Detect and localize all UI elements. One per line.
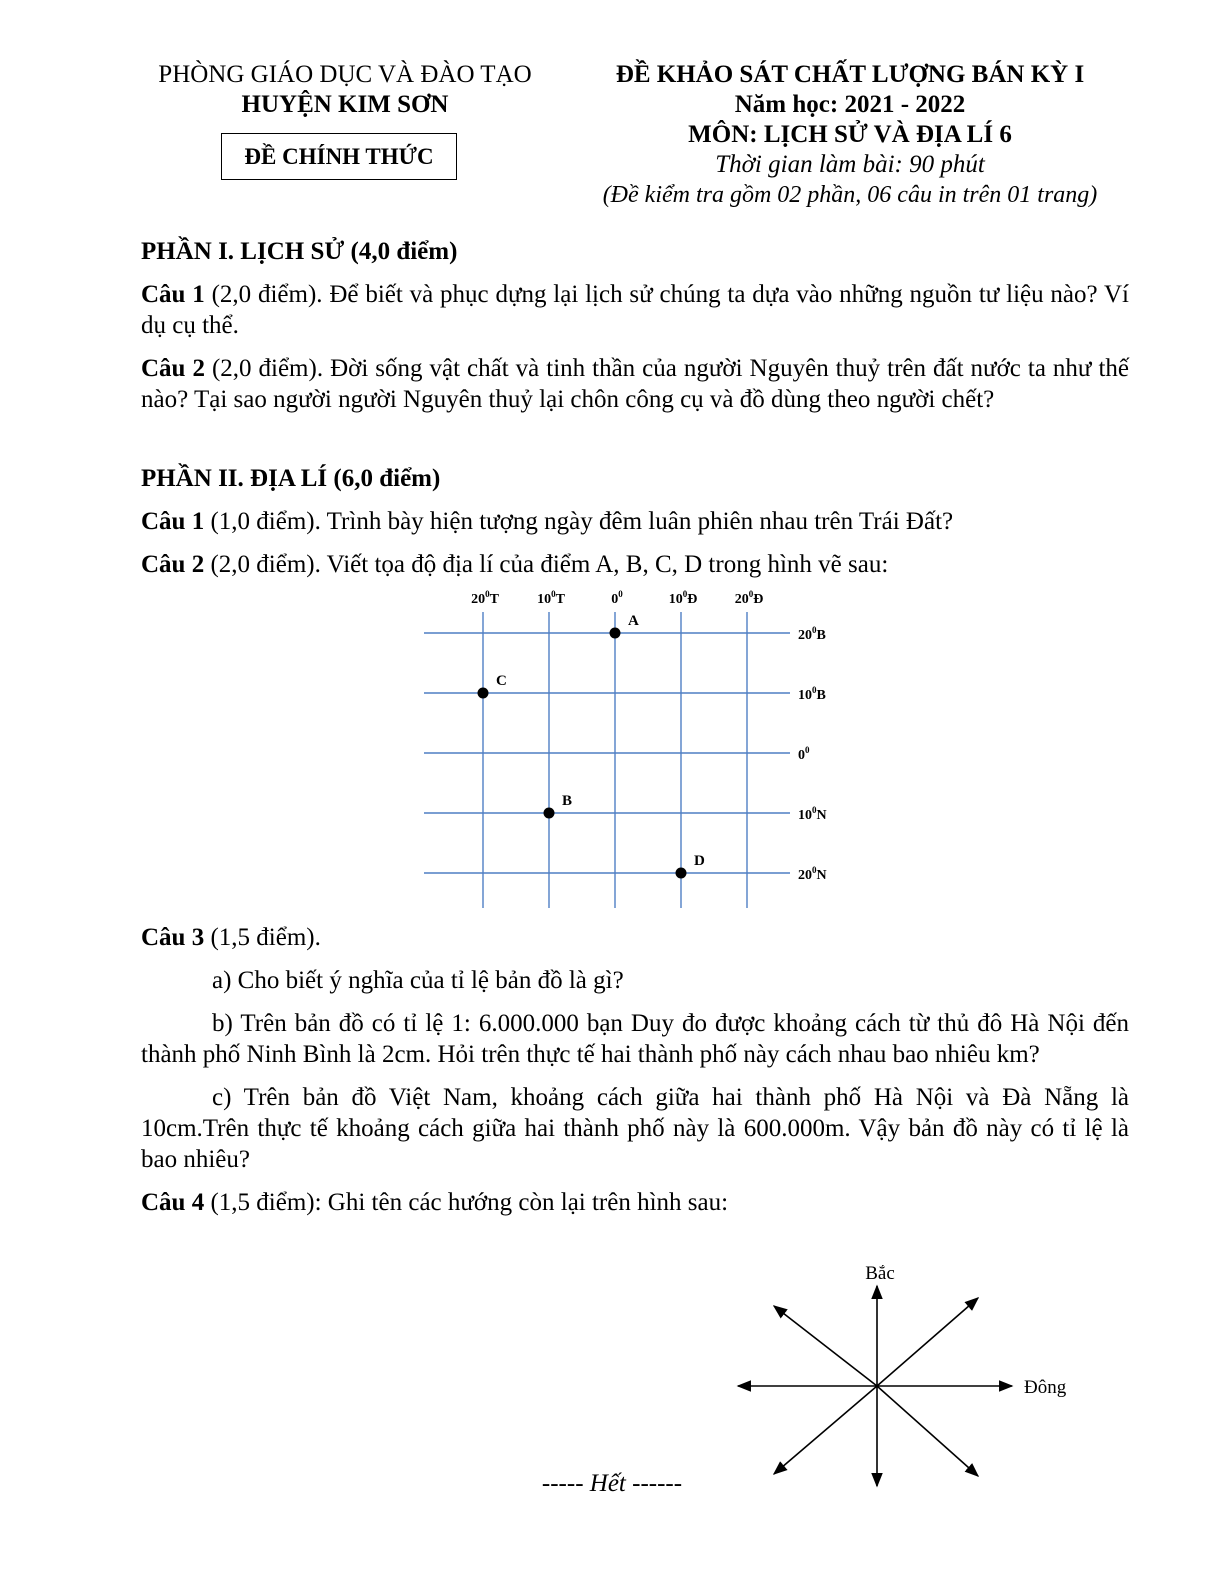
latitude-label: $10^0N$ bbox=[798, 805, 827, 823]
latitude-label: $0^0$ bbox=[798, 745, 810, 763]
longitude-label: $20^0T$ bbox=[471, 589, 499, 607]
question-label: Câu 4 bbox=[141, 1189, 205, 1216]
point-label: B bbox=[562, 793, 573, 809]
subject: MÔN: LỊCH SỬ VÀ ĐỊA LÍ 6 bbox=[688, 121, 1012, 148]
longitude-label: $20^0Đ$ bbox=[734, 589, 764, 607]
question-label: Câu 1 bbox=[141, 281, 205, 308]
latitude-label: $10^0B$ bbox=[798, 685, 826, 703]
district-name: HUYỆN KIM SƠN bbox=[241, 91, 449, 118]
question-text: (2,0 điểm). Để biết và phục dựng lại lịch sử chúng ta dựa vào những nguồn tư liệu nào? Ví dụ cụ thể. bbox=[141, 281, 1129, 339]
exam-title: ĐỀ KHẢO SÁT CHẤT LƯỢNG BÁN KỲ I bbox=[615, 61, 1085, 88]
question-text: (1,0 điểm). Trình bày hiện tượng ngày đêm luân phiên nhau trên Trái Đất? bbox=[204, 508, 954, 535]
end-marker: ----- Hết ------ bbox=[541, 1470, 683, 1497]
compass-figure bbox=[720, 1258, 1100, 1498]
southeast-arrow bbox=[877, 1386, 978, 1476]
question-text: (1,5 điểm): Ghi tên các hướng còn lại trên hình sau: bbox=[204, 1189, 729, 1216]
question-3a: a) Cho biết ý nghĩa của tỉ lệ bản đồ là gì? bbox=[212, 967, 624, 994]
northwest-arrow bbox=[774, 1306, 877, 1386]
southwest-arrow bbox=[774, 1386, 877, 1474]
question-3-header bbox=[141, 922, 1129, 953]
question-label: Câu 1 bbox=[141, 508, 205, 535]
part2-question-3 bbox=[141, 922, 1129, 1218]
point-label: C bbox=[496, 673, 507, 689]
question-3c: c) Trên bản đồ Việt Nam, khoảng cách giữa hai thành phố Hà Nội và Đà Nẵng là 10cm.Trên thực tế khoảng cách giữa hai thành phố này là 600.000m. Vậy bản đồ này có tỉ lệ là bao nhiêu? bbox=[141, 1084, 1129, 1173]
question-3b: b) Trên bản đồ có tỉ lệ 1: 6.000.000 bạn Duy đo được khoảng cách từ thủ đô Hà Nội đến thành phố Ninh Bình là 2cm. Hỏi trên thực tế hai thành phố này cách nhau bao nhiêu km? bbox=[141, 1010, 1129, 1068]
longitude-label: $10^0T$ bbox=[537, 589, 565, 607]
part2-question-4 bbox=[141, 1187, 1129, 1218]
point-d bbox=[676, 868, 687, 879]
question-label: Câu 3 bbox=[141, 924, 205, 951]
longitude-label: $0^0$ bbox=[611, 589, 623, 607]
latitude-label: $20^0N$ bbox=[798, 865, 827, 883]
east-label: Đông bbox=[1024, 1377, 1067, 1398]
part1-title: PHẦN I. LỊCH SỬ (4,0 điểm) bbox=[141, 238, 458, 265]
point-label: A bbox=[628, 613, 639, 629]
part2-title: PHẦN II. ĐỊA LÍ (6,0 điểm) bbox=[141, 465, 441, 492]
question-label: Câu 2 bbox=[141, 551, 205, 578]
question-text: (2,0 điểm). Viết tọa độ địa lí của điểm A, B, C, D trong hình vẽ sau: bbox=[204, 551, 889, 578]
point-c bbox=[478, 688, 489, 699]
question-text: (1,5 điểm). bbox=[204, 924, 321, 951]
point-b bbox=[544, 808, 555, 819]
school-year: Năm học: 2021 - 2022 bbox=[734, 91, 966, 118]
point-label: D bbox=[694, 853, 705, 869]
longitude-label: $10^0Đ$ bbox=[668, 589, 698, 607]
northeast-arrow bbox=[877, 1298, 978, 1386]
point-a bbox=[610, 628, 621, 639]
official-stamp: ĐỀ CHÍNH THỨC bbox=[221, 133, 457, 180]
department-name: PHÒNG GIÁO DỤC VÀ ĐÀO TẠO bbox=[158, 61, 532, 88]
question-text: (2,0 điểm). Đời sống vật chất và tinh thần của người Nguyên thuỷ trên đất nước ta như thế nào? Tại sao người người Nguyên thuỷ lại chôn công cụ và đồ dùng theo người chết? bbox=[141, 355, 1129, 413]
latitude-label: $20^0B$ bbox=[798, 625, 826, 643]
exam-note: (Đề kiểm tra gồm 02 phần, 06 câu in trên 01 trang) bbox=[602, 182, 1098, 208]
question-label: Câu 2 bbox=[141, 355, 205, 382]
duration: Thời gian làm bài: 90 phút bbox=[715, 151, 985, 178]
north-label: Bắc bbox=[865, 1263, 895, 1284]
